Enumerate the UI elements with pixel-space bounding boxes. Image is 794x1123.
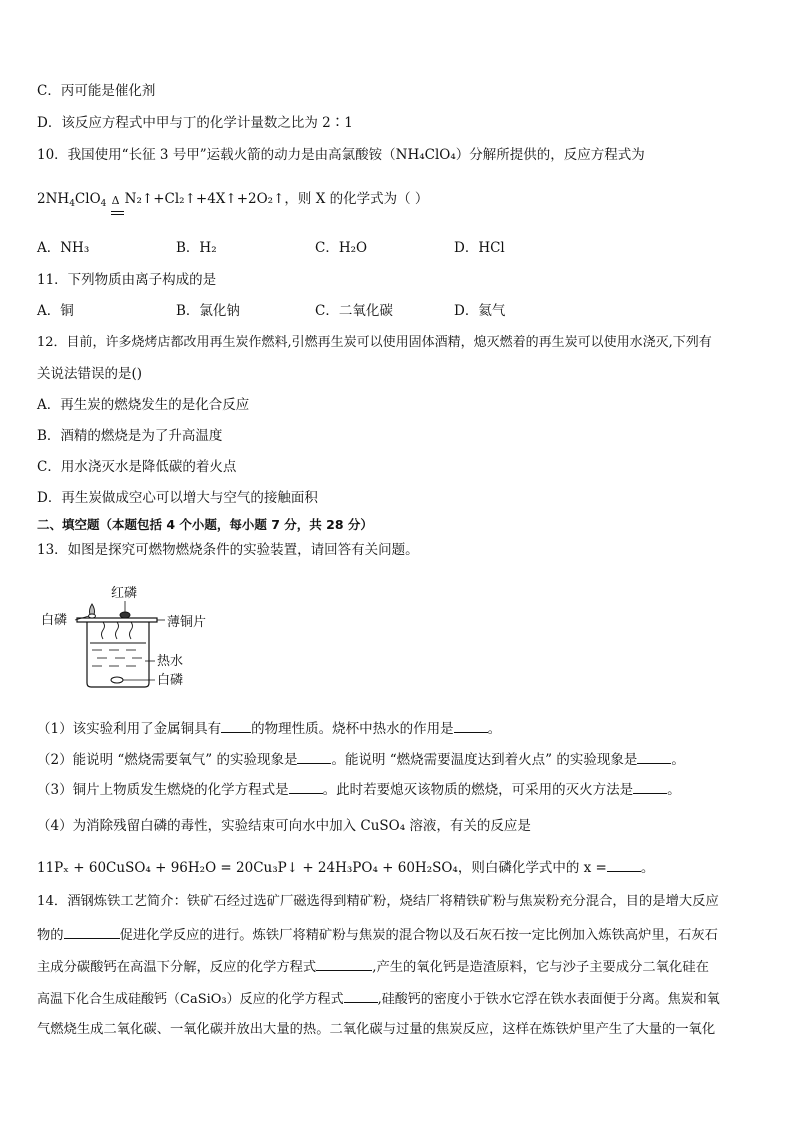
label-hot-water: 热水 — [157, 654, 184, 669]
label-copper-sheet: 薄铜片 — [167, 615, 207, 630]
copper-sheet — [77, 618, 157, 622]
q13-stem: 13．如图是探究可燃物燃烧条件的实验装置，请回答有关问题。 — [37, 542, 419, 558]
q12-option-b: B．酒精的燃烧是为了升高温度 — [37, 428, 223, 444]
answer-blank[interactable] — [289, 780, 323, 794]
label-white-phosphorus-bottom: 白磷 — [157, 673, 184, 688]
red-phosphorus — [120, 612, 130, 618]
q12-option-a: A．再生炭的燃烧发生的是化合反应 — [37, 397, 250, 413]
label-white-phosphorus-left: 白磷 — [41, 613, 68, 628]
q10-option-b: B．H₂ — [176, 240, 217, 256]
q11-option-c: C．二氧化碳 — [315, 303, 393, 319]
q12-option-c: C．用水浇灭水是降低碳的着火点 — [37, 459, 237, 475]
white-phosphorus-in-water — [111, 677, 123, 683]
q10-option-d: D．HCl — [454, 240, 505, 256]
answer-blank[interactable] — [316, 957, 372, 971]
q14-line3: 主成分碳酸钙在高温下分解，反应的化学方程式 ,产生的氧化钙是造渣原料，它与沙子主要成分二氧化硅在 — [37, 957, 709, 977]
q13-part4-equation: 11Pₓ + 60CuSO₄ + 96H₂O = 20Cu₃P↓ + 24H₃PO₄ + 60H₂SO₄，则白磷化学式中的 x = 。 — [37, 860, 655, 876]
combustion-apparatus-diagram — [37, 583, 237, 693]
q12-option-d: D．再生炭做成空心可以增大与空气的接触面积 — [37, 490, 318, 506]
option-d: D．该反应方程式中甲与丁的化学计量数之比为 2∶1 — [37, 115, 353, 131]
steam-3 — [130, 622, 133, 639]
q12-stem-line2: 关说法错误的是() — [37, 366, 143, 382]
q10-option-a: A．NH₃ — [37, 240, 90, 256]
q13-part3: （3）铜片上物质发生燃烧的化学方程式是 。此时若要熄灭该物质的燃烧，可采用的灭火方法是 。 — [37, 782, 681, 798]
answer-blank[interactable] — [637, 750, 671, 764]
q10-equation: $2NH_4ClO_4$ Δ N₂↑+Cl₂↑+4X↑+2O₂↑，则 X 的化学式为（ ） — [37, 190, 428, 213]
q14-line2: 物的 促进化学反应的进行。炼铁厂将精矿粉与焦炭的混合物以及石灰石按一定比例加入炼铁高炉里，石灰石 — [37, 925, 718, 945]
white-phosphorus-on-sheet — [89, 614, 96, 618]
answer-blank[interactable] — [344, 989, 378, 1003]
steam-2 — [116, 622, 119, 639]
q12-stem-line1: 12．目前，许多烧烤店都改用再生炭作燃料,引燃再生炭可以使用固体酒精，熄灭燃着的再生炭可以使用水浇灭,下列有 — [37, 335, 712, 350]
section-heading: 二、填空题（本题包括 4 个小题，每小题 7 分，共 28 分） — [37, 517, 373, 532]
option-c: C．丙可能是催化剂 — [37, 83, 156, 99]
q13-part4: （4）为消除残留白磷的毒性，实验结束可向水中加入 CuSO₄ 溶液，有关的反应是 — [37, 818, 531, 834]
answer-blank[interactable] — [607, 858, 641, 872]
q11-option-b: B．氯化钠 — [176, 303, 240, 319]
q14-line1: 14．酒钢炼铁工艺简介：铁矿石经过选矿厂磁选得到精矿粉，烧结厂将精铁矿粉与焦炭粉充分混合，目的是增大反应 — [37, 894, 719, 909]
q10-option-c: C．H₂O — [315, 240, 368, 256]
q13-part2: （2）能说明 “燃烧需要氧气” 的实验现象是 。能说明 “燃烧需要温度达到着火点” 的实验现象是 。 — [37, 752, 685, 768]
q11-option-d: D．氦气 — [454, 303, 506, 319]
q14-line5: 气燃烧生成二氧化碳、一氧化碳并放出大量的热。二氧化碳与过量的焦炭反应，这样在炼铁炉里产生了大量的一氧化 — [37, 1022, 716, 1037]
q14-line4: 高温下化合生成硅酸钙（CaSiO₃）反应的化学方程式 ,硅酸钙的密度小于铁水它浮在铁水表面便于分离。焦炭和氧 — [37, 989, 720, 1009]
answer-blank[interactable] — [64, 925, 120, 939]
label-red-phosphorus: 红磷 — [111, 586, 138, 601]
answer-blank[interactable] — [297, 750, 331, 764]
q11-option-a: A．铜 — [37, 303, 74, 319]
q13-part1: （1）该实验利用了金属铜具有 的物理性质。烧杯中热水的作用是 。 — [37, 721, 502, 737]
q10-stem: 10．我国使用“长征 3 号甲”运载火箭的动力是由高氯酸铵（NH₄ClO₄）分解所提供的，反应方程式为 — [37, 147, 645, 163]
heat-condition: Δ — [111, 194, 120, 207]
answer-blank[interactable] — [221, 719, 251, 733]
answer-blank[interactable] — [633, 780, 667, 794]
answer-blank[interactable] — [454, 719, 488, 733]
q11-stem: 11．下列物质由离子构成的是 — [37, 272, 217, 288]
steam-1 — [102, 622, 105, 639]
